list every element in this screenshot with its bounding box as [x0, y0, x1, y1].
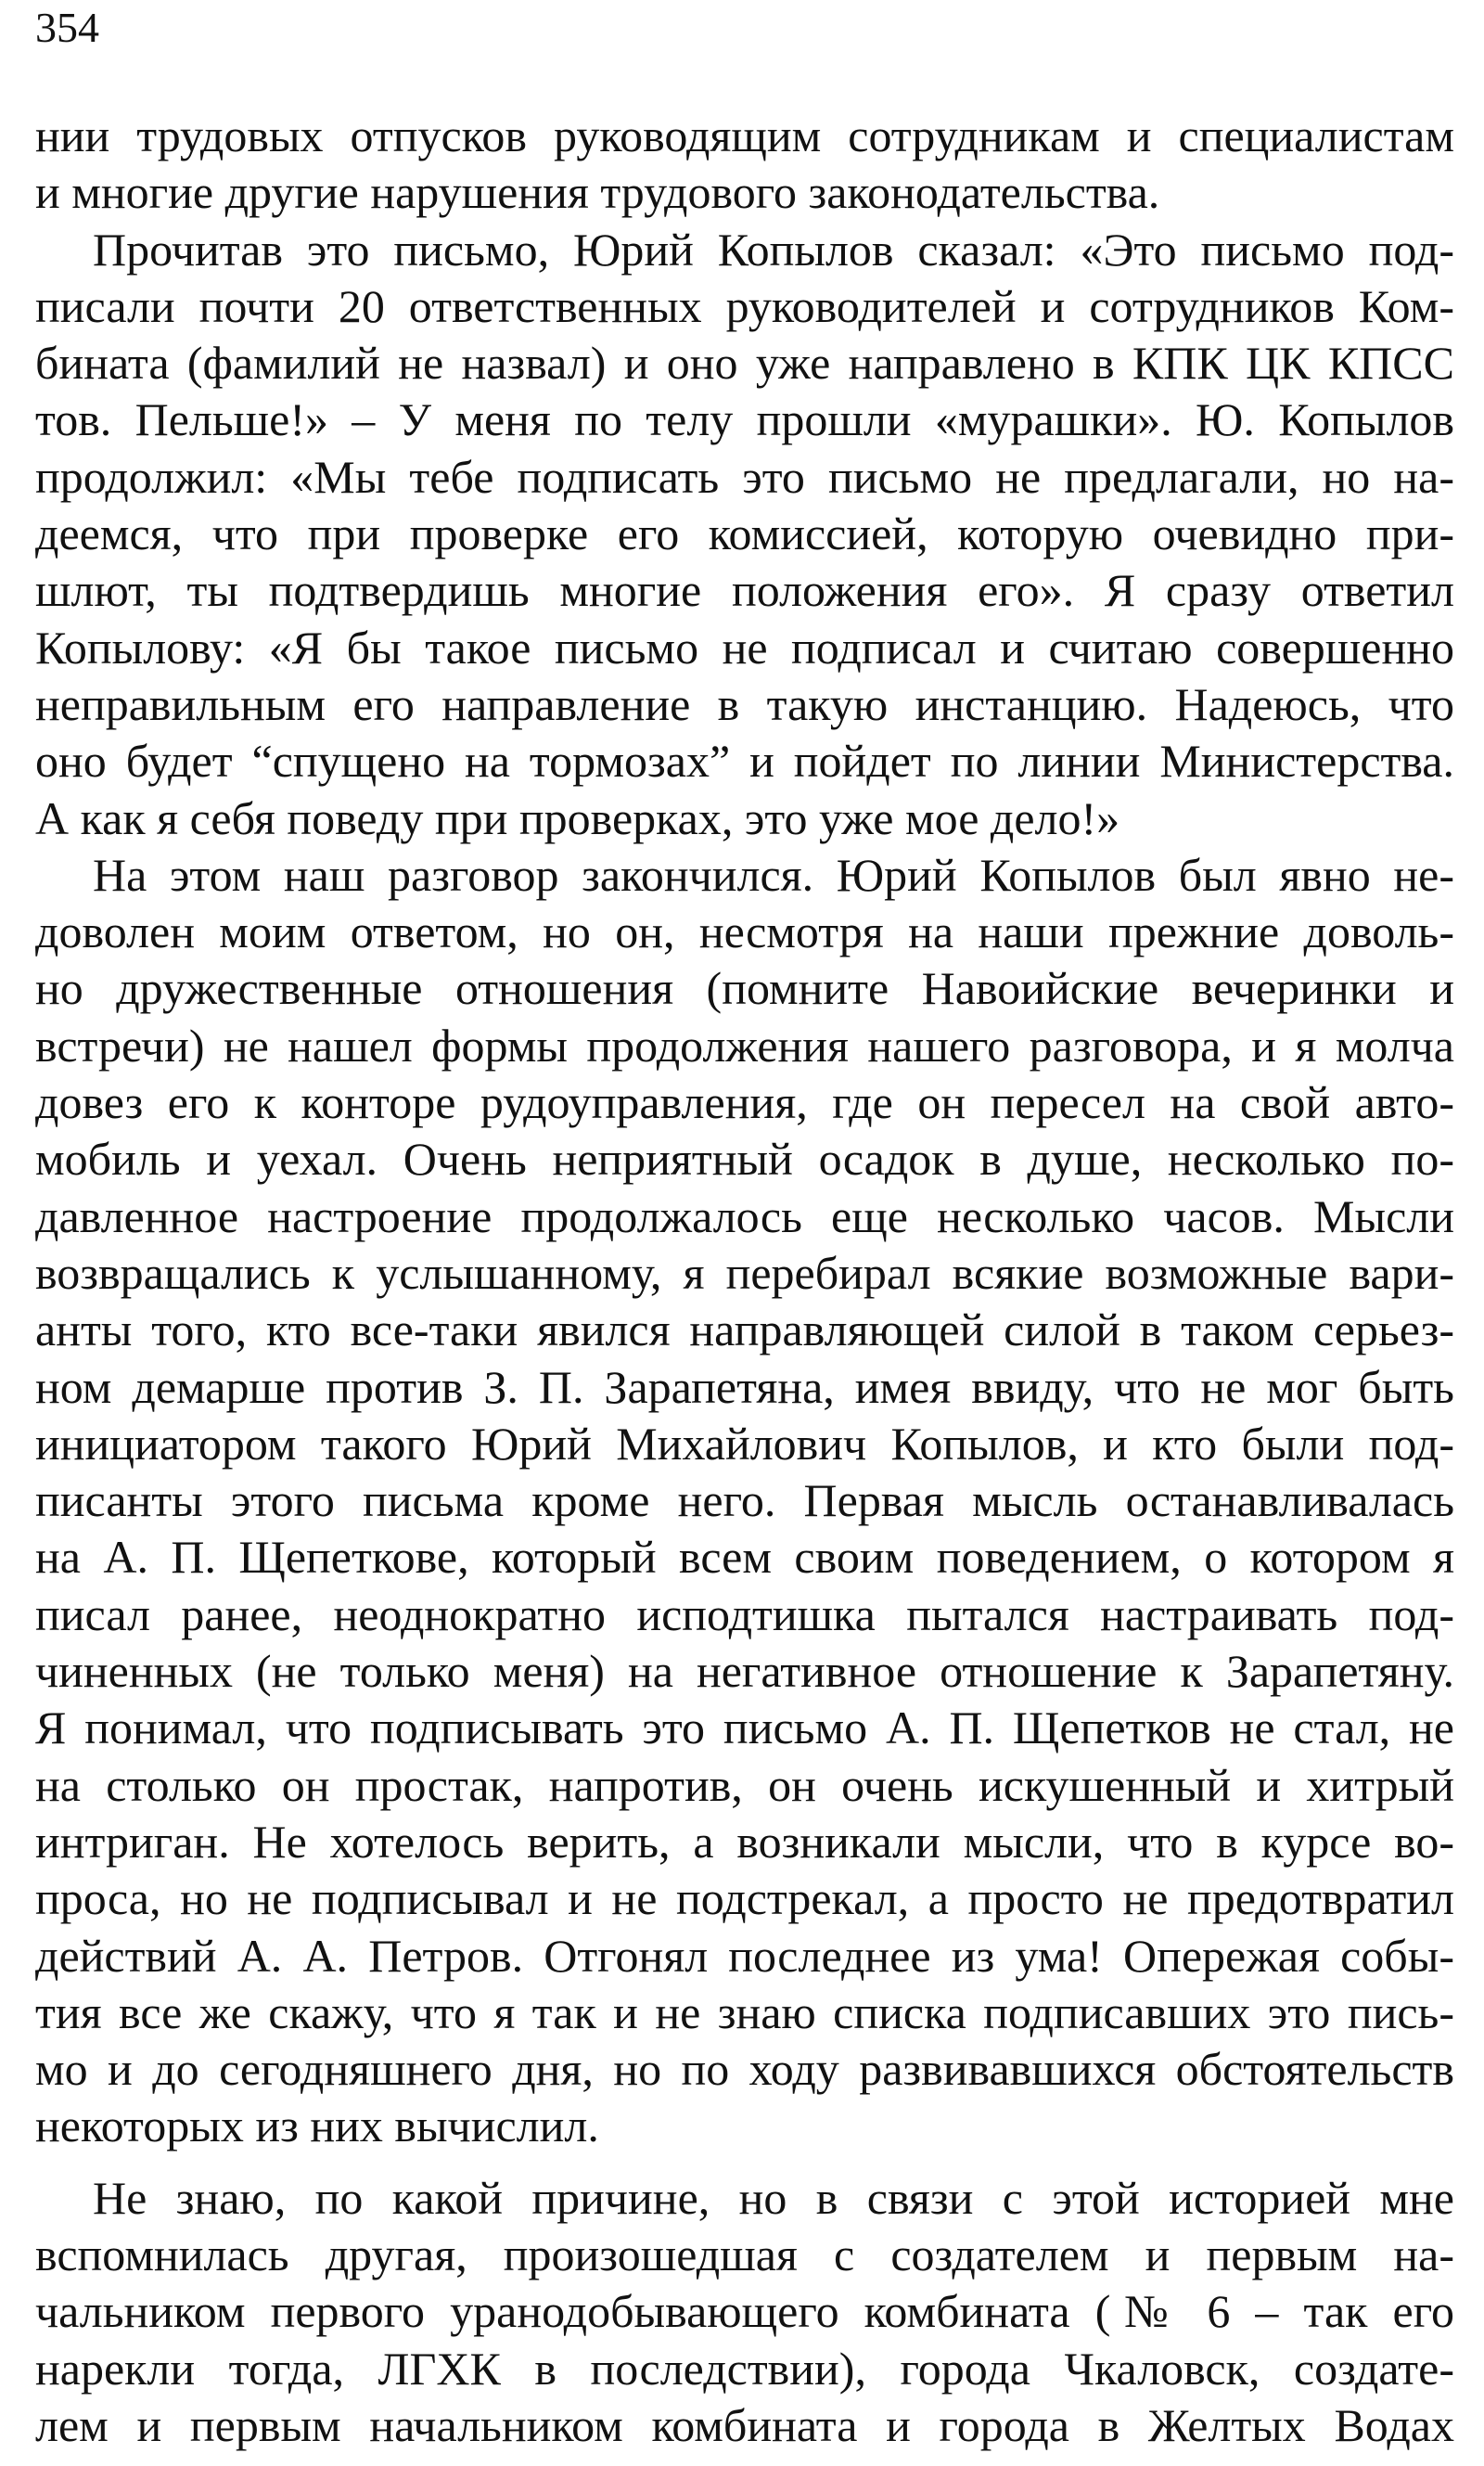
text-line: на А. П. Щепеткове, который всем своим поведением, о котором я [35, 1531, 1454, 1584]
text-line: мобиль и уехал. Очень неприятный осадок в душе, несколько по- [35, 1133, 1454, 1186]
text-line: анты того, кто все-таки явился направляющей силой в таком серьез- [35, 1304, 1454, 1356]
text-line: чиненных (не только меня) на негативное отношение к Зарапетяну. [35, 1645, 1454, 1698]
text-line: действий А. А. Петров. Отгонял последнее из ума! Опережая собы- [35, 1929, 1454, 1982]
text-line: неправильным его направление в такую инстанцию. Надеюсь, что [35, 677, 1454, 730]
text-line: интриган. Не хотелось верить, а возникали мысли, что в курсе во- [35, 1815, 1454, 1868]
text-line: тов. Пельше!» – У меня по телу прошли «мурашки». Ю. Копылов [35, 393, 1454, 446]
text-line: тия все же скажу, что я так и не знаю списка подписавших это пись- [35, 1985, 1454, 2038]
page-number: 354 [35, 4, 99, 51]
text-line: инициатором такого Юрий Михайлович Копылов, и кто были под- [35, 1417, 1454, 1470]
text-line: возвращались к услышанному, я перебирал всякие возможные вари- [35, 1246, 1454, 1299]
text-line: ном демарше против З. П. Зарапетяна, имея ввиду, что не мог быть [35, 1360, 1454, 1413]
text-line: на столько он простак, напротив, он очень искушенный и хитрый [35, 1758, 1454, 1811]
text-line: вспомнилась другая, произошедшая с создателем и первым на- [35, 2228, 1454, 2280]
text-line: Прочитав это письмо, Юрий Копылов сказал: «Это письмо под- [93, 223, 1454, 276]
text-line: деемся, что при проверке его комиссией, которую очевидно при- [35, 507, 1454, 560]
text-line: и многие другие нарушения трудового законодательства. [35, 166, 1160, 219]
text-line: но дружественные отношения (помните Навоийские вечеринки и [35, 962, 1454, 1015]
text-line: шлют, ты подтвердишь многие положения его». Я сразу ответил [35, 564, 1454, 617]
text-line: оно будет “спущено на тормозах” и пойдет по линии Министерства. [35, 735, 1454, 788]
text-line: доволен моим ответом, но он, несмотря на наши прежние доволь- [35, 905, 1454, 958]
text-line: нии трудовых отпусков руководящим сотрудникам и специалистам [35, 109, 1454, 161]
text-line: лем и первым начальником комбината и города в Желтых Водах [35, 2398, 1454, 2451]
text-line: проса, но не подписывал и не подстрекал, а просто не предотвратил [35, 1872, 1454, 1925]
text-line: Я понимал, что подписывать это письмо А. П. Щепетков не стал, не [35, 1702, 1454, 1754]
text-line: писанты этого письма кроме него. Первая мысль останавливалась [35, 1474, 1454, 1527]
text-line: довез его к конторе рудоуправления, где он пересел на свой авто- [35, 1076, 1454, 1129]
text-line: чальником первого уранодобывающего комбината (№ 6 – так его [35, 2285, 1454, 2338]
text-line: мо и до сегодняшнего дня, но по ходу развивавшихся обстоятельств [35, 2043, 1454, 2096]
text-line: Копылову: «Я бы такое письмо не подписал и считаю совершенно [35, 621, 1454, 674]
text-line: А как я себя поведу при проверках, это уже мое дело!» [35, 791, 1120, 844]
text-line: писали почти 20 ответственных руководителей и сотрудников Ком- [35, 279, 1454, 332]
text-line: Не знаю, по какой причине, но в связи с этой историей мне [93, 2171, 1454, 2224]
text-line: нарекли тогда, ЛГХК в последствии), города Чкаловск, создате- [35, 2342, 1454, 2395]
text-line: встречи) не нашел формы продолжения нашего разговора, и я молча [35, 1019, 1454, 1072]
text-line: давленное настроение продолжалось еще несколько часов. Мысли [35, 1189, 1454, 1242]
text-line: писал ранее, неоднократно исподтишка пытался настраивать под- [35, 1587, 1454, 1640]
text-line: некоторых из них вычислил. [35, 2100, 599, 2152]
text-line: продолжил: «Мы тебе подписать это письмо не предлагали, но на- [35, 450, 1454, 503]
text-line: На этом наш разговор закончился. Юрий Копылов был явно не- [93, 848, 1454, 901]
body-text [35, 108, 1454, 2454]
text-line: бината (фамилий не назвал) и оно уже направлено в КПК ЦК КПСС [35, 337, 1454, 390]
paragraph-gap [35, 2155, 1454, 2170]
